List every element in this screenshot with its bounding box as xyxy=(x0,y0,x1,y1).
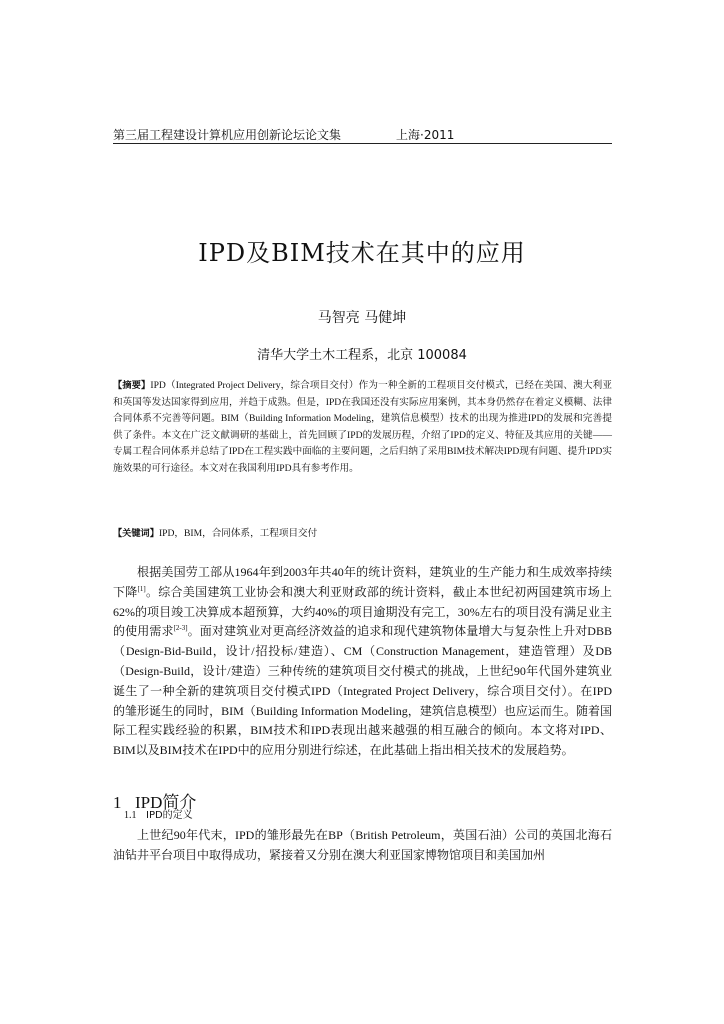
citation-2-3: [2-3] xyxy=(173,624,188,633)
paper-authors: 马智亮 马健坤 xyxy=(317,310,407,326)
intro-paragraph xyxy=(113,563,612,761)
conference-place-year: 上海·2011 xyxy=(396,128,455,142)
section-title: IPD简介 xyxy=(135,793,197,812)
intro-text-3: 。面对建筑业对更高经济效益的追求和现代建筑物体量增大与复杂性上升对DBB（Design-Bid-Build，设计/招投标/建造）、CM（Construction Management，建造管理）及DB（Design-Build，设计/建造）三种传统的建筑项目交付模式的挑战，上世纪90年代国外建筑业诞生了一种全新的建筑项目交付模式IPD（Integrated Project Delivery，综合项目交付）。在IPD的雏形诞生的同时，BIM（Building Information Modeling，建筑信息模型）也应运而生。随着国际工程实践经验的积累，BIM技术和IPD表现出越来越强的相互融合的倾向。本文将对IPD、BIM以及BIM技术在IPD中的应用分别进行综述，在此基础上指出相关技术的发展趋势。 xyxy=(113,624,612,758)
abstract-text: IPD（Integrated Project Delivery，综合项目交付）作为一种全新的工程项目交付模式，已经在美国、澳大利亚和英国等发达国家得到应用，并趋于成熟。但是，IPD在我国还没有实际应用案例，其本身仍然存在着定义模糊、法律合同体系不完善等问题。BIM（Building Information Modeling，建筑信息模型）技术的出现为推进IPD的发展和完善提供了条件。本文在广泛文献调研的基础上，首先回顾了IPD的发展历程，介绍了IPD的定义、特征及其应用的关键——专属工程合同体系并总结了IPD在工程实践中面临的主要问题，之后归纳了采用BIM技术解决IPD现有问题、提升IPD实施效果的可行途径。本文对在我国利用IPD具有参考作用。 xyxy=(113,380,613,474)
keywords-label: 【关键词】 xyxy=(113,528,159,539)
section-1-paragraph: 上世纪90年代末，IPD的雏形最先在BP（British Petroleum，英国石油）公司的英国北海石油钻井平台项目中取得成功，紧接着又分别在澳大利亚国家博物馆项目和美国加州 xyxy=(113,828,612,862)
keywords-text: IPD，BIM，合同体系，工程项目交付 xyxy=(158,528,318,539)
subsection-title: IPD的定义 xyxy=(146,810,193,821)
paper-title: IPD及BIM技术在其中的应用 xyxy=(198,239,526,267)
keywords xyxy=(113,526,612,542)
intro-text-2: 。综合美国建筑工业协会和澳大利亚财政部的统计资料，截止本世纪初两国建筑市场上62%的项目竣工决算成本超预算，大约40%的项目逾期没有完工，30%左右的项目没有满足业主的使用需求 xyxy=(113,584,612,639)
intro-text-1: 根据美国劳工部从1964年到2003年共40年的统计资料，建筑业的生产能力和生成效率持续下降 xyxy=(113,565,612,599)
citation-1: [1] xyxy=(137,584,146,593)
subsection-heading-1-1 xyxy=(124,809,612,823)
proceedings-title: 第三届工程建设计算机应用创新论坛论文集 xyxy=(113,128,342,142)
abstract xyxy=(113,378,612,478)
subsection-number: 1.1 xyxy=(124,810,137,821)
header-rule xyxy=(113,143,612,144)
section-number: 1 xyxy=(113,793,122,812)
abstract-label: 【摘要】 xyxy=(113,380,151,391)
author-affiliation: 清华大学土木工程系，北京 100084 xyxy=(257,348,467,363)
running-header xyxy=(113,128,612,142)
